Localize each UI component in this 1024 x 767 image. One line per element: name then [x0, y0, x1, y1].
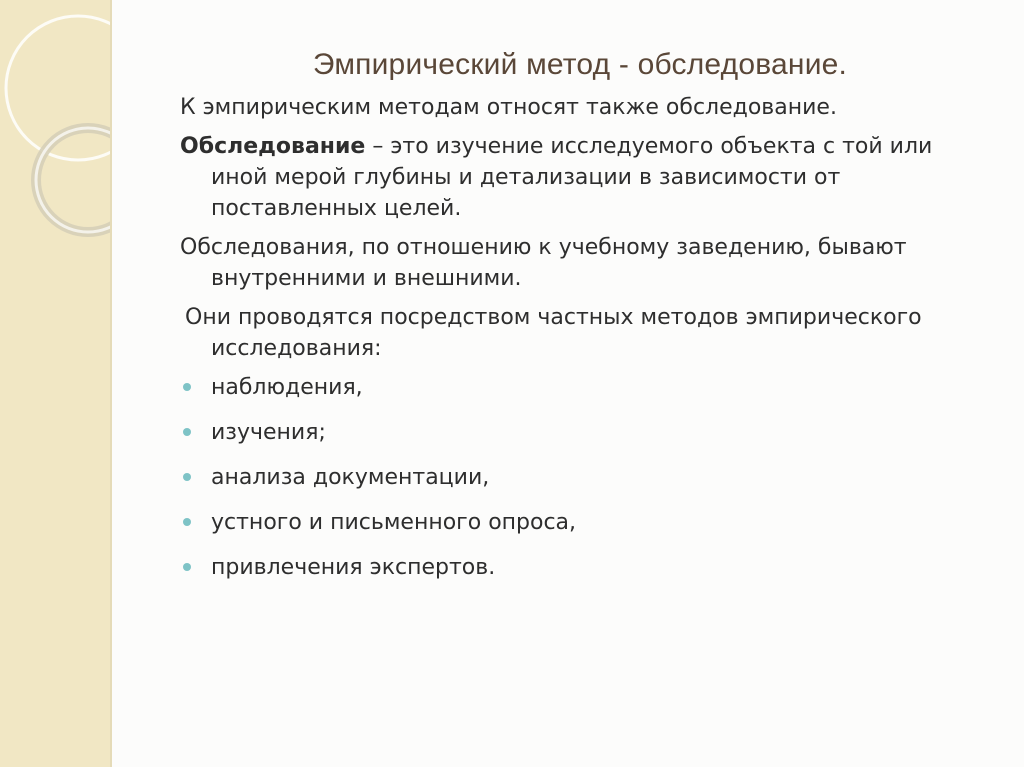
paragraph-types: Обследования, по отношению к учебному заведению, бывают внутренними и внешними.: [180, 235, 907, 291]
definition-text: – это изучение исследуемого объекта с той или иной мерой глубины и детализации в зависимости от поставленных целей.: [211, 134, 933, 221]
bullet-icon: [183, 563, 191, 571]
list-item: [180, 417, 990, 457]
decorative-ring-thick: [36, 128, 112, 232]
bullet-icon: [183, 428, 191, 436]
paragraph-definition: [180, 131, 990, 224]
list-item-text: наблюдения,: [211, 375, 363, 400]
list-item: [180, 507, 990, 547]
slide-content: [180, 92, 990, 597]
list-item: [180, 462, 990, 502]
slide-title: Эмпирический метод - обследование.: [312, 48, 848, 81]
list-item-text: устного и письменного опроса,: [211, 510, 577, 535]
paragraph-methods: Они проводятся посредством частных методов эмпирического исследования:: [185, 305, 922, 361]
list-item-text: анализа документации,: [211, 465, 490, 490]
band-edge-line: [110, 0, 112, 767]
definition-term: Обследование: [180, 134, 366, 159]
list-item: [180, 372, 990, 412]
bullet-icon: [183, 518, 191, 526]
list-item: [180, 552, 990, 592]
bullet-icon: [183, 473, 191, 481]
decorative-side-band: [0, 0, 112, 767]
list-item-text: изучения;: [211, 420, 326, 445]
decorative-rings: [0, 0, 112, 767]
list-item-text: привлечения экспертов.: [211, 555, 496, 580]
methods-list: [180, 372, 990, 592]
paragraph-intro: К эмпирическим методам относят также обследование.: [180, 95, 837, 120]
bullet-icon: [183, 383, 191, 391]
